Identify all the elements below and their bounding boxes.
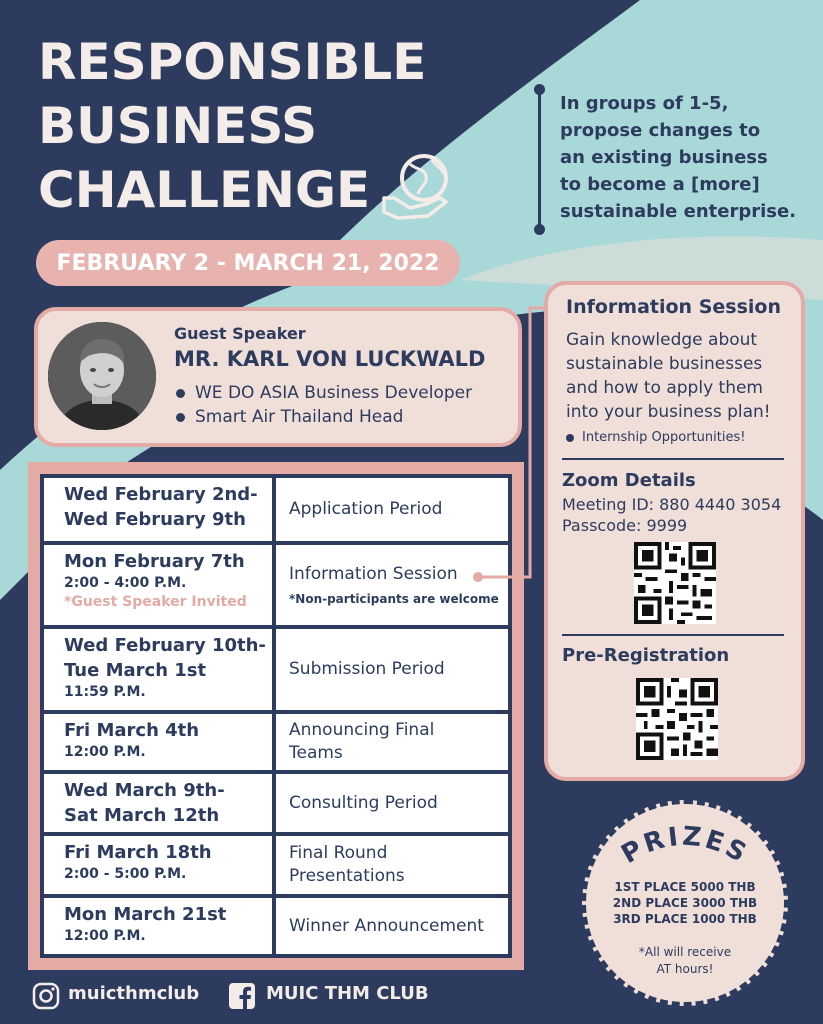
schedule-note: *Guest Speaker Invited [64, 594, 247, 610]
intro-line: propose changes to [560, 120, 761, 141]
schedule-time: 12:00 P.M. [64, 928, 146, 944]
pre-registration-qr-code[interactable] [636, 678, 718, 760]
divider [562, 634, 784, 636]
schedule-date: Sat March 12th [64, 805, 220, 826]
schedule-date-cell [44, 836, 272, 894]
speaker-role: Guest Speaker [174, 324, 306, 343]
prizes-heading-text: PRIZES [616, 821, 754, 870]
speaker-name: MR. KARL VON LUCKWALD [174, 347, 486, 371]
prize-note: AT hours! [656, 962, 714, 976]
schedule-time: 12:00 P.M. [64, 744, 146, 760]
schedule-event: Submission Period [289, 659, 445, 679]
schedule-date: Wed February 10th- [64, 635, 266, 656]
schedule-time: 2:00 - 5:00 P.M. [64, 866, 187, 882]
schedule-event: Information Session [289, 563, 458, 584]
schedule-date-cell [44, 545, 272, 625]
bullet-icon [176, 389, 185, 398]
schedule-event: Teams [289, 743, 343, 763]
speaker-photo [48, 322, 156, 430]
schedule-date-cell [44, 714, 272, 770]
schedule-date-cell [44, 898, 272, 954]
speaker-avatar [48, 322, 156, 430]
schedule-event-cell [276, 836, 508, 894]
schedule-date: Wed March 9th- [64, 780, 225, 801]
schedule-date: Mon February 7th [64, 551, 245, 572]
info-session-heading: Information Session [566, 296, 781, 318]
schedule-event-cell [276, 714, 508, 770]
intro-text [560, 90, 810, 225]
schedule-event: Final Round [289, 843, 388, 863]
date-range-badge: FEBRUARY 2 - MARCH 21, 2022 [36, 240, 460, 286]
facebook-icon [228, 982, 256, 1010]
schedule-date: Wed February 2nd- [64, 484, 258, 505]
bullet-icon [176, 413, 185, 422]
schedule-event: Consulting Period [289, 792, 438, 813]
instagram-icon [32, 982, 60, 1010]
schedule-date: Fri March 18th [64, 842, 212, 863]
schedule-date-cell [44, 478, 272, 541]
title-line-3: CHALLENGE [38, 161, 371, 219]
schedule-event-note: *Non-participants are welcome [289, 591, 499, 606]
intro-line: to become a [more] [560, 174, 760, 195]
facebook-page[interactable]: MUIC THM CLUB [266, 983, 429, 1004]
schedule-date: Tue March 1st [64, 660, 207, 681]
zoom-passcode: Passcode: 9999 [562, 516, 688, 535]
intro-line: In groups of 1-5, [560, 93, 729, 114]
schedule-event: Winner Announcement [289, 915, 484, 936]
schedule-date: Fri March 4th [64, 720, 200, 741]
schedule-event-cell [276, 629, 508, 710]
intro-line: an existing business [560, 147, 768, 168]
schedule-event: Presentations [289, 866, 405, 886]
schedule-event-cell [276, 774, 508, 832]
bullet-icon [566, 434, 574, 442]
title-line-1: RESPONSIBLE [38, 33, 427, 91]
info-session-bullet-text: Internship Opportunities! [582, 430, 746, 445]
intro-divider-dot-bottom [534, 224, 545, 235]
intro-divider-dot-top [534, 84, 545, 95]
schedule-event: Application Period [289, 499, 443, 519]
zoom-heading: Zoom Details [562, 470, 696, 491]
speaker-credential-text: WE DO ASIA Business Developer [195, 383, 473, 403]
schedule-time: 2:00 - 4:00 P.M. [64, 575, 187, 591]
prize-note: *All will receive [638, 945, 732, 959]
divider [562, 458, 784, 460]
intro-line: sustainable enterprise. [560, 201, 797, 222]
info-session-text: Gain knowledge about sustainable businesses and how to apply them into your business plan! [566, 330, 771, 422]
schedule-event: Announcing Final [289, 720, 435, 740]
info-session-bullet [566, 430, 745, 445]
schedule-date: Mon March 21st [64, 904, 227, 925]
speaker-credential [176, 407, 403, 427]
zoom-meeting-id: Meeting ID: 880 4440 3054 [562, 495, 782, 514]
prize-line: 2ND PLACE 3000 THB [612, 896, 758, 910]
poster-title [38, 30, 426, 222]
schedule-date-cell [44, 629, 272, 710]
schedule-event-cell [276, 898, 508, 954]
svg-text:PRIZES [616, 821, 753, 870]
globe-hand-icon [380, 150, 458, 224]
title-line-2: BUSINESS [38, 97, 318, 155]
schedule-time: 11:59 P.M. [64, 684, 146, 700]
connector-line [470, 300, 550, 585]
prizes-heading [600, 815, 770, 875]
intro-divider [538, 90, 541, 230]
instagram-handle[interactable]: muicthmclub [68, 983, 200, 1004]
speaker-credential [176, 383, 472, 403]
schedule-date: Wed February 9th [64, 509, 246, 530]
prize-line: 3RD PLACE 1000 THB [613, 912, 757, 926]
speaker-credential-text: Smart Air Thailand Head [195, 407, 404, 427]
prize-line: 1ST PLACE 5000 THB [614, 880, 756, 894]
zoom-qr-code[interactable] [634, 542, 716, 624]
schedule-date-cell [44, 774, 272, 832]
pre-registration-heading: Pre-Registration [562, 645, 730, 666]
